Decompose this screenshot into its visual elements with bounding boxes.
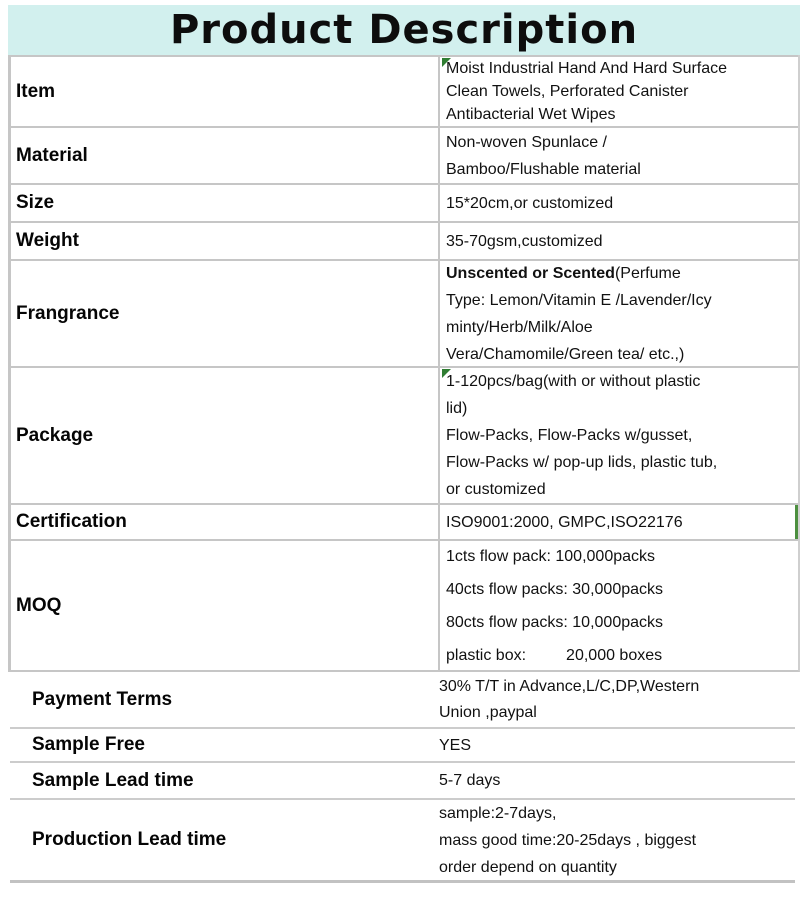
row-label: Sample Free [32, 734, 145, 755]
row-value [438, 185, 798, 221]
row-label: Weight [16, 230, 79, 251]
value-line: Union ,paypal [439, 703, 537, 721]
value-line: Non-woven Spunlace / [446, 133, 607, 151]
value-line: Vera/Chamomile/Green tea/ etc.,) [446, 345, 685, 363]
table-row-item [11, 55, 798, 126]
table-row-package [11, 366, 798, 503]
value-line: 35-70gsm,customized [446, 232, 603, 250]
value-line: 1cts flow pack: 100,000packs [446, 547, 656, 565]
green-edge-marker [795, 505, 798, 539]
value-line: Moist Industrial Hand And Hard Surface [446, 60, 728, 77]
row-label: Item [16, 80, 56, 102]
table-row-moq [11, 539, 798, 670]
terms-table [10, 672, 795, 883]
row-value [435, 729, 795, 761]
value-line: lid) [446, 400, 468, 417]
value-line: or customized [446, 481, 546, 498]
row-label: Frangrance [16, 302, 120, 324]
corner-flag-icon [442, 58, 451, 67]
value-line: mass good time:20-25days , biggest [439, 831, 697, 849]
table-row-weight [11, 221, 798, 259]
value-line: Bamboo/Flushable material [446, 160, 641, 178]
value-line: Flow-Packs w/ pop-up lids, plastic tub, [446, 454, 718, 471]
value-line: 15*20cm,or customized [446, 194, 614, 212]
row-label: Sample Lead time [32, 769, 194, 791]
row-value [435, 672, 795, 727]
table-row-certification [11, 503, 798, 539]
row-label: Payment Terms [32, 688, 173, 710]
value-line: plastic box: 20,000 boxes [446, 646, 663, 664]
value-line: 40cts flow packs: 30,000packs [446, 580, 664, 598]
value-line: order depend on quantity [439, 858, 617, 876]
row-value [438, 128, 798, 183]
table-row-material [11, 126, 798, 183]
value-bold-text: Unscented or Scented [446, 264, 615, 282]
value-line: YES [439, 736, 472, 754]
title-bar [8, 5, 800, 55]
value-line: 5-7 days [439, 772, 501, 789]
value-line: sample:2-7days, [439, 804, 557, 822]
table-row-payment-terms [10, 672, 795, 727]
value-line: Antibacterial Wet Wipes [446, 106, 616, 123]
row-label: Certification [16, 511, 127, 532]
value-line: ISO9001:2000, GMPC,ISO22176 [446, 513, 683, 531]
value-line: 30% T/T in Advance,L/C,DP,Western [439, 677, 700, 695]
table-row-frangrance [11, 259, 798, 366]
page-title: Product Description [169, 7, 639, 53]
value-line [446, 261, 796, 287]
row-value [435, 800, 795, 880]
row-label: Production Lead time [32, 829, 227, 850]
value-line: 80cts flow packs: 10,000packs [446, 613, 664, 631]
value-line: 1-120pcs/bag(with or without plastic [446, 373, 701, 390]
value-line: Flow-Packs, Flow-Packs w/gusset, [446, 427, 693, 444]
row-value [438, 505, 798, 539]
value-line: Type: Lemon/Vitamin E /Lavender/Icy [446, 291, 712, 309]
spec-table [8, 55, 800, 672]
table-row-sample-lead-time [10, 761, 795, 798]
value-line: minty/Herb/Milk/Aloe [446, 318, 593, 336]
row-value [438, 368, 798, 503]
row-label: Size [16, 192, 55, 213]
value-line: Clean Towels, Perforated Canister [446, 83, 689, 100]
corner-flag-icon [442, 369, 451, 378]
row-label: MOQ [16, 594, 62, 616]
row-label: Package [16, 424, 94, 446]
row-value [438, 223, 798, 259]
row-value [435, 763, 795, 798]
value-text: (Perfume [614, 264, 681, 282]
row-label: Material [16, 144, 88, 166]
row-value [438, 541, 798, 670]
row-value [438, 261, 798, 366]
row-value [438, 57, 798, 126]
table-row-size [11, 183, 798, 221]
table-row-sample-free [10, 727, 795, 761]
table-row-production-lead-time [10, 798, 795, 880]
